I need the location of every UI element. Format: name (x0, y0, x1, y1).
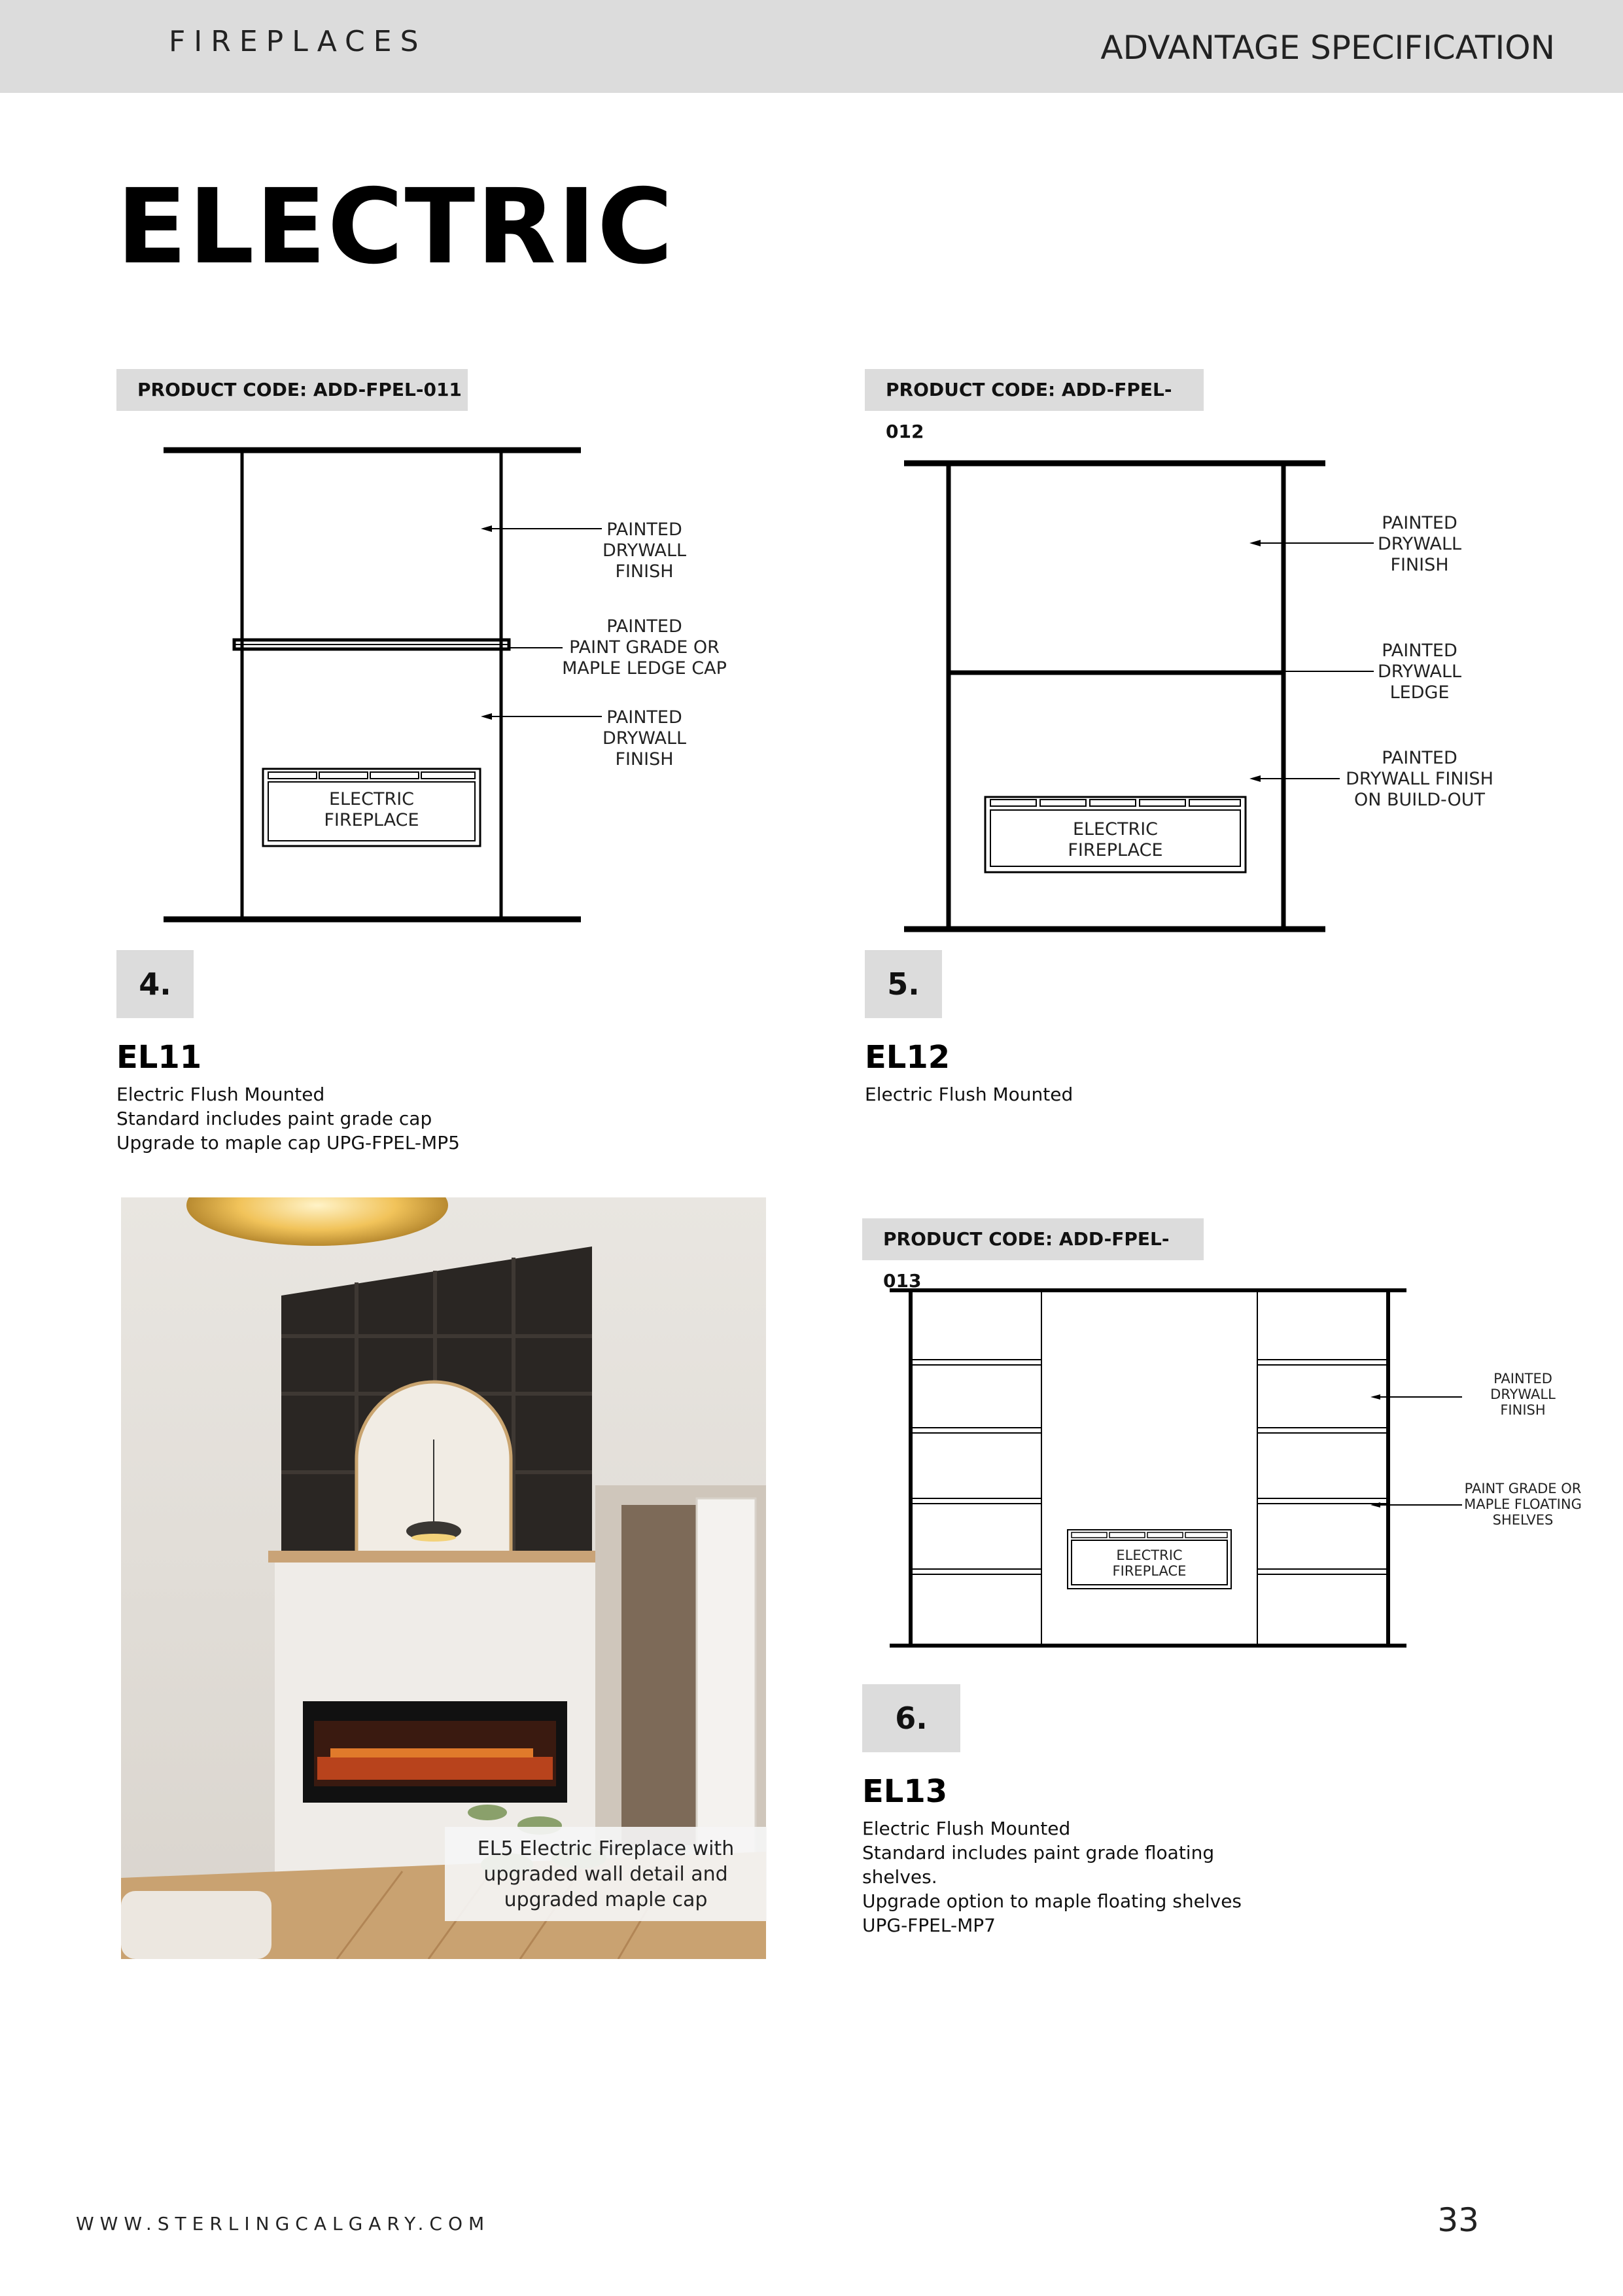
label-top-3: FINISH (615, 561, 674, 582)
label-bottom-2: DRYWALL FINISH (1346, 769, 1493, 789)
section-name: FIREPLACES (169, 25, 427, 58)
model-el13: EL13 (862, 1773, 948, 1810)
desc-line: Standard includes paint grade cap (116, 1108, 432, 1129)
item-number-6: 6. (862, 1684, 960, 1752)
label-top-1: PAINTED (606, 520, 682, 540)
photo-caption (445, 1827, 767, 1921)
label-mid-1: PAINTED (606, 616, 682, 637)
label-mid-3: SHELVES (1492, 1512, 1554, 1528)
drawing-el13 (883, 1276, 1590, 1662)
label-top-1: PAINTED (1493, 1371, 1552, 1386)
desc-line: UPG-FPEL-MP7 (862, 1915, 996, 1936)
description-el12 (865, 1082, 1073, 1106)
label-bottom-3: FINISH (615, 749, 674, 769)
page-title: ELECTRIC (116, 167, 674, 287)
label-top-3: FINISH (1500, 1402, 1546, 1418)
product-code-el13: PRODUCT CODE: ADD-FPEL-013 (862, 1218, 1204, 1260)
caption-line: upgraded maple cap (504, 1888, 708, 1911)
desc-line: shelves. (862, 1866, 937, 1888)
spec-name: ADVANTAGE SPECIFICATION (1100, 29, 1555, 67)
label-top-3: FINISH (1390, 555, 1449, 575)
product-code-el11: PRODUCT CODE: ADD-FPEL-011 (116, 369, 468, 411)
desc-line: Electric Flush Mounted (865, 1084, 1073, 1105)
unit-label-2: FIREPLACE (324, 810, 419, 830)
label-bottom-1: PAINTED (606, 707, 682, 728)
desc-line: Electric Flush Mounted (862, 1818, 1071, 1839)
desc-line: Electric Flush Mounted (116, 1084, 325, 1105)
page-number: 33 (1437, 2201, 1479, 2239)
label-top-2: DRYWALL (602, 540, 687, 561)
caption-line: EL5 Electric Fireplace with (477, 1837, 735, 1860)
footer-url[interactable]: WWW.STERLINGCALGARY.COM (76, 2213, 491, 2234)
label-mid-2: PAINT GRADE OR (569, 637, 720, 658)
drawing-el12 (896, 451, 1518, 942)
label-mid-1: PAINTED (1382, 641, 1457, 661)
product-code-el12: PRODUCT CODE: ADD-FPEL-012 (865, 369, 1204, 411)
desc-line: Upgrade to maple cap UPG-FPEL-MP5 (116, 1132, 460, 1154)
item-number-4: 4. (116, 950, 194, 1018)
unit-label-2: FIREPLACE (1112, 1563, 1187, 1579)
unit-label-1: ELECTRIC (328, 789, 415, 809)
unit-label-1: ELECTRIC (1072, 819, 1159, 839)
label-bottom-2: DRYWALL (602, 728, 687, 749)
label-mid-2: MAPLE FLOATING (1464, 1496, 1582, 1512)
label-mid-3: LEDGE (1389, 682, 1450, 703)
label-top-2: DRYWALL (1377, 534, 1462, 554)
unit-label-1: ELECTRIC (1116, 1547, 1183, 1563)
caption-line: upgraded wall detail and (483, 1863, 728, 1886)
label-bottom-1: PAINTED (1382, 748, 1457, 768)
unit-label-2: FIREPLACE (1068, 840, 1163, 860)
description-el11 (116, 1082, 460, 1155)
header-bar (0, 0, 1623, 93)
description-el13 (862, 1816, 1242, 1937)
desc-line: Upgrade option to maple floating shelves (862, 1890, 1242, 1912)
drawing-el11 (150, 438, 739, 929)
label-top-1: PAINTED (1382, 513, 1457, 533)
label-mid-3: MAPLE LEDGE CAP (562, 658, 727, 679)
label-bottom-3: ON BUILD-OUT (1353, 790, 1486, 810)
item-number-5: 5. (865, 950, 942, 1018)
desc-line: Standard includes paint grade floating (862, 1842, 1215, 1863)
label-top-2: DRYWALL (1490, 1386, 1556, 1402)
label-mid-1: PAINT GRADE OR (1464, 1481, 1582, 1496)
label-mid-2: DRYWALL (1377, 662, 1462, 682)
model-el11: EL11 (116, 1039, 202, 1076)
model-el12: EL12 (865, 1039, 951, 1076)
